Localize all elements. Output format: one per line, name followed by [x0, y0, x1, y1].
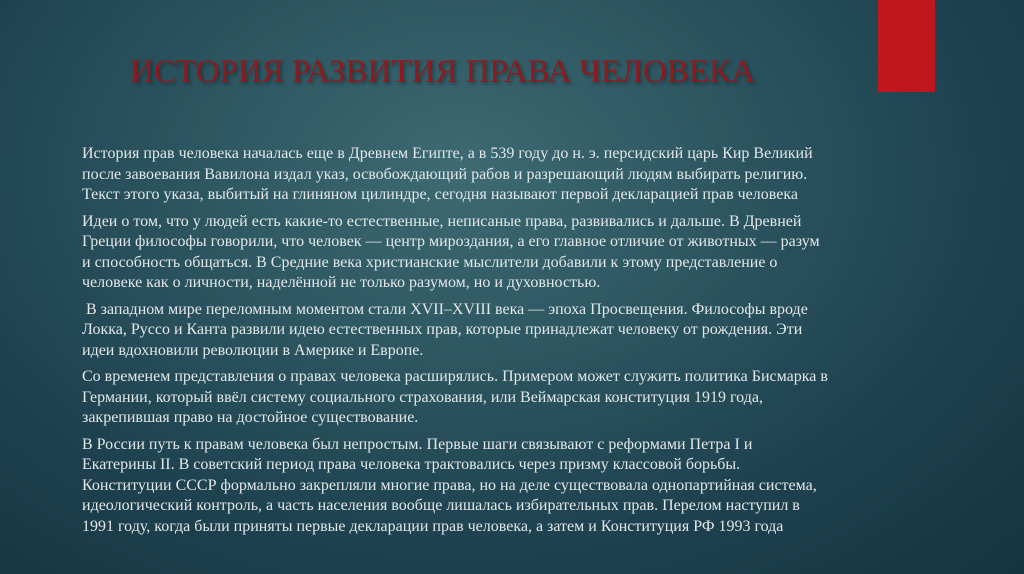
paragraph-enlightenment: [82, 300, 902, 362]
accent-bar: [878, 0, 935, 92]
paragraph-expansion: [82, 367, 902, 429]
text-line: Германии, который ввёл систему социального страхования, или Веймарская конституция 1919 года,: [82, 388, 763, 406]
paragraph-ancient-history: [82, 144, 902, 206]
text-line: Идеи о том, что у людей есть какие-то естественные, неписаные права, развивались и дальше. В Древней: [82, 212, 802, 230]
slide-title: ИСТОРИЯ РАЗВИТИЯ ПРАВА ЧЕЛОВЕКА: [130, 54, 755, 90]
text-line: идеологический контроль, а часть населения вообще лишалась избирательных прав. Перелом наступил в: [82, 497, 800, 514]
text-line: В западном мире переломным моментом стали XVII–XVIII века — эпоха Просвещения. Философы вроде: [82, 300, 808, 318]
paragraph-russia: [82, 435, 902, 538]
text-line: человеке как о личности, наделённой не только разумом, но и духовностью.: [82, 274, 601, 291]
text-line: Конституции СССР формально закрепляли многие права, но на деле существовала однопартийная система,: [82, 476, 817, 494]
paragraph-natural-rights: [82, 212, 902, 294]
text-line: История прав человека началась еще в Древнем Египте, а в 539 году до н. э. персидский царь Кир Великий: [82, 145, 813, 162]
text-line: В России путь к правам человека был непростым. Первые шаги связывают с реформами Петра I и: [82, 435, 753, 453]
text-line: Текст этого указа, выбитый на глиняном цилиндре, сегодня называют первой декларацией прав человека: [82, 186, 798, 203]
text-line: 1991 году, когда были приняты первые декларации прав человека, а затем и Конституция РФ 1993 года: [82, 517, 784, 535]
text-line: Екатерины II. В советский период права человека трактовались через призму классовой борьбы.: [82, 456, 741, 473]
text-line: закрепившая право на достойное существование.: [82, 409, 419, 426]
text-line: идеи вдохновили революции в Америке и Европе.: [82, 341, 424, 359]
text-line: Греции философы говорили, что человек — центр мироздания, а его главное отличие от животных — разум: [82, 233, 820, 250]
text-line: Со временем представления о правах человека расширялись. Примером может служить политика Бисмарка в: [82, 368, 828, 385]
text-line: Локка, Руссо и Канта развили идею естественных прав, которые принадлежат человеку от рождения. Эти: [82, 321, 803, 338]
text-line: после завоевания Вавилона издал указ, освобождающий рабов и разрешающий людям выбирать религию.: [82, 165, 808, 183]
text-line: и способность общаться. В Средние века христианские мыслители добавили к этому представление о: [82, 253, 778, 271]
slide-body: [82, 144, 902, 543]
